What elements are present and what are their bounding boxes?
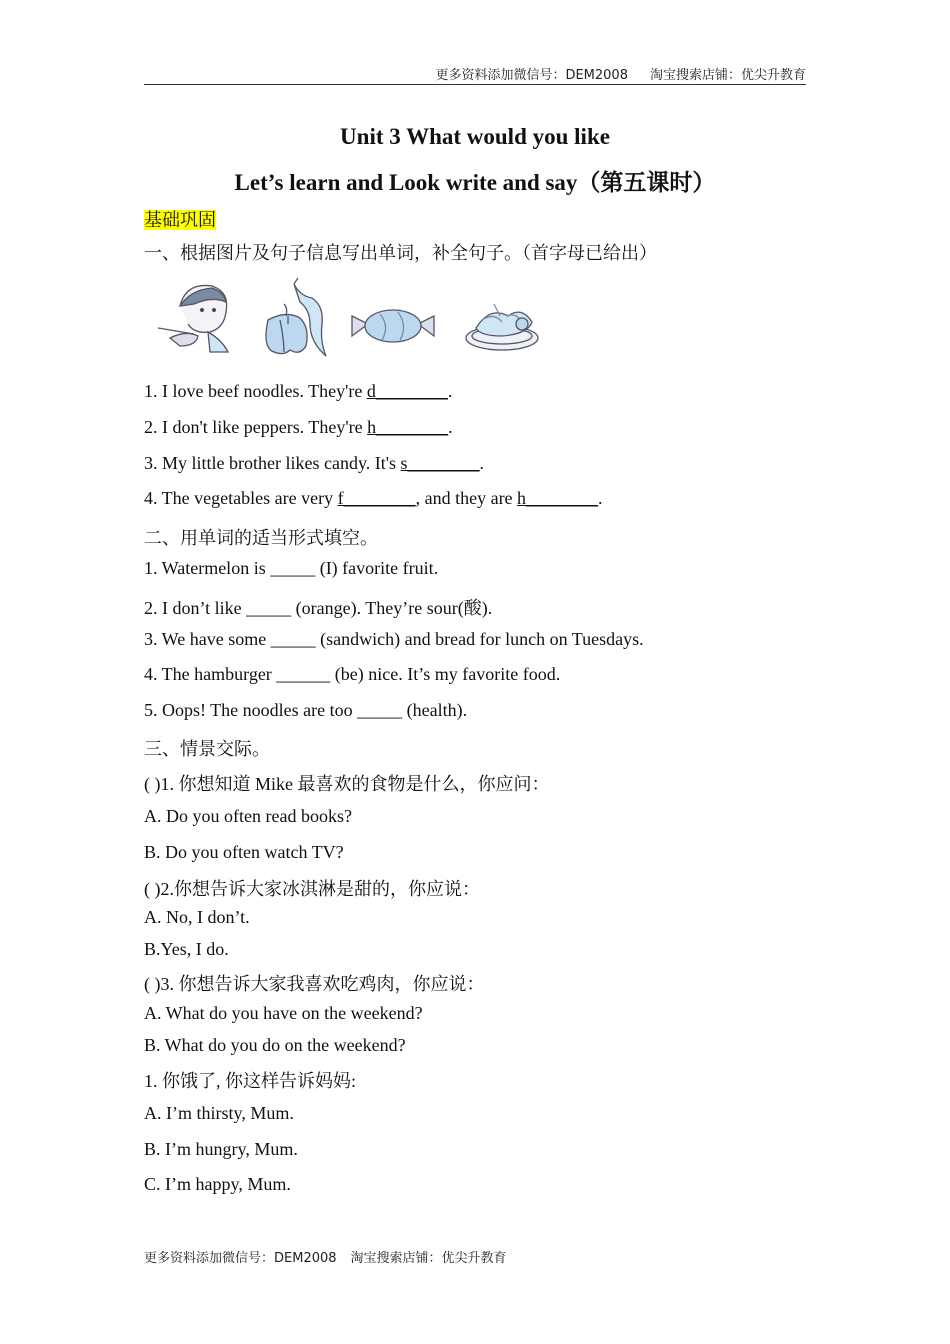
- answer-blank[interactable]: h________: [367, 417, 449, 437]
- answer-blank[interactable]: d________: [366, 381, 448, 401]
- footer-wechat: 更多资料添加微信号：DEM2008: [144, 1251, 337, 1266]
- s3-option: B. What do you do on the weekend?: [144, 1035, 406, 1055]
- s1-item-1-text: 1. I love beef noodles. They're: [144, 381, 367, 401]
- s3-option: B. I’m hungry, Mum.: [144, 1139, 298, 1159]
- s1-item-4: [144, 488, 603, 509]
- footer-shop: 淘宝搜索店铺：优尖升教育: [350, 1251, 507, 1266]
- pepper-icon: [266, 278, 326, 356]
- s3-option: C. I’m happy, Mum.: [144, 1174, 291, 1194]
- s1-item-4-text: 4. The vegetables are very: [144, 488, 338, 508]
- s3-question-1: ( )1. 你想知道 Mike 最喜欢的食物是什么，你应问：: [144, 774, 550, 794]
- page-header: [435, 64, 806, 83]
- s3-question-3: ( )3. 你想告诉大家我喜欢吃鸡肉，你应说：: [144, 974, 485, 994]
- s1-item-4-mid: , and they are: [415, 488, 518, 508]
- s1-item-2-end: .: [448, 417, 453, 437]
- unit-title: Unit 3 What would you like: [340, 124, 610, 149]
- section1-heading: 一、根据图片及句子信息写出单词，补全句子。（首字母已给出）: [144, 243, 657, 263]
- s3-option: A. I’m thirsty, Mum.: [144, 1103, 294, 1123]
- header-wechat: 更多资料添加微信号：DEM2008: [435, 68, 628, 83]
- header-shop: 淘宝搜索店铺：优尖升教育: [649, 68, 806, 83]
- section-tag: [144, 206, 216, 232]
- s1-item-2: [144, 417, 453, 438]
- answer-blank[interactable]: s________: [400, 453, 480, 473]
- answer-blank[interactable]: h________: [517, 488, 599, 508]
- s3-option: B.Yes, I do.: [144, 939, 229, 959]
- s3-option: A. Do you often read books?: [144, 806, 352, 826]
- s2-item-5: 5. Oops! The noodles are too _____ (health).: [144, 700, 468, 720]
- s1-item-2-text: 2. I don't like peppers. They're: [144, 417, 368, 437]
- s1-item-3-end: .: [479, 453, 485, 473]
- s1-item-1-end: .: [447, 381, 453, 401]
- s3-question-2: ( )2.你想告诉大家冰淇淋是甜的，你应说：: [144, 879, 480, 899]
- s3-option: A. No, I don’t.: [144, 907, 250, 927]
- food-pictures: [150, 276, 550, 360]
- s3-question-4: 1. 你饿了, 你这样告诉妈妈:: [144, 1071, 356, 1091]
- tag-highlight: 基础巩固: [144, 210, 216, 230]
- s3-option: A. What do you have on the weekend?: [144, 1003, 423, 1023]
- s2-item-2: 2. I don’t like _____ (orange). They’re sour(酸).: [144, 598, 493, 618]
- s3-option: B. Do you often watch TV?: [144, 842, 344, 862]
- answer-blank[interactable]: f________: [337, 488, 416, 508]
- s2-item-4: 4. The hamburger ______ (be) nice. It’s my favorite food.: [144, 664, 561, 684]
- s2-item-1: 1. Watermelon is _____ (I) favorite fruit.: [144, 558, 439, 578]
- lesson-title: Let’s learn and Look write and say（第五课时）: [234, 170, 716, 195]
- section3-heading: 三、情景交际。: [144, 739, 270, 759]
- s1-item-1: [144, 381, 452, 402]
- page-footer: [144, 1247, 507, 1266]
- s1-item-3: [144, 453, 484, 474]
- candy-icon: [352, 310, 434, 342]
- vegetable-plate-icon: [466, 304, 538, 350]
- s1-item-3-text: 3. My little brother likes candy. It's: [144, 453, 401, 473]
- boy-eating-icon: [158, 285, 228, 352]
- section2-heading: 二、用单词的适当形式填空。: [144, 528, 378, 548]
- header-divider: [144, 84, 806, 85]
- s2-item-3: 3. We have some _____ (sandwich) and bread for lunch on Tuesdays.: [144, 629, 644, 649]
- s1-item-4-end: .: [598, 488, 603, 508]
